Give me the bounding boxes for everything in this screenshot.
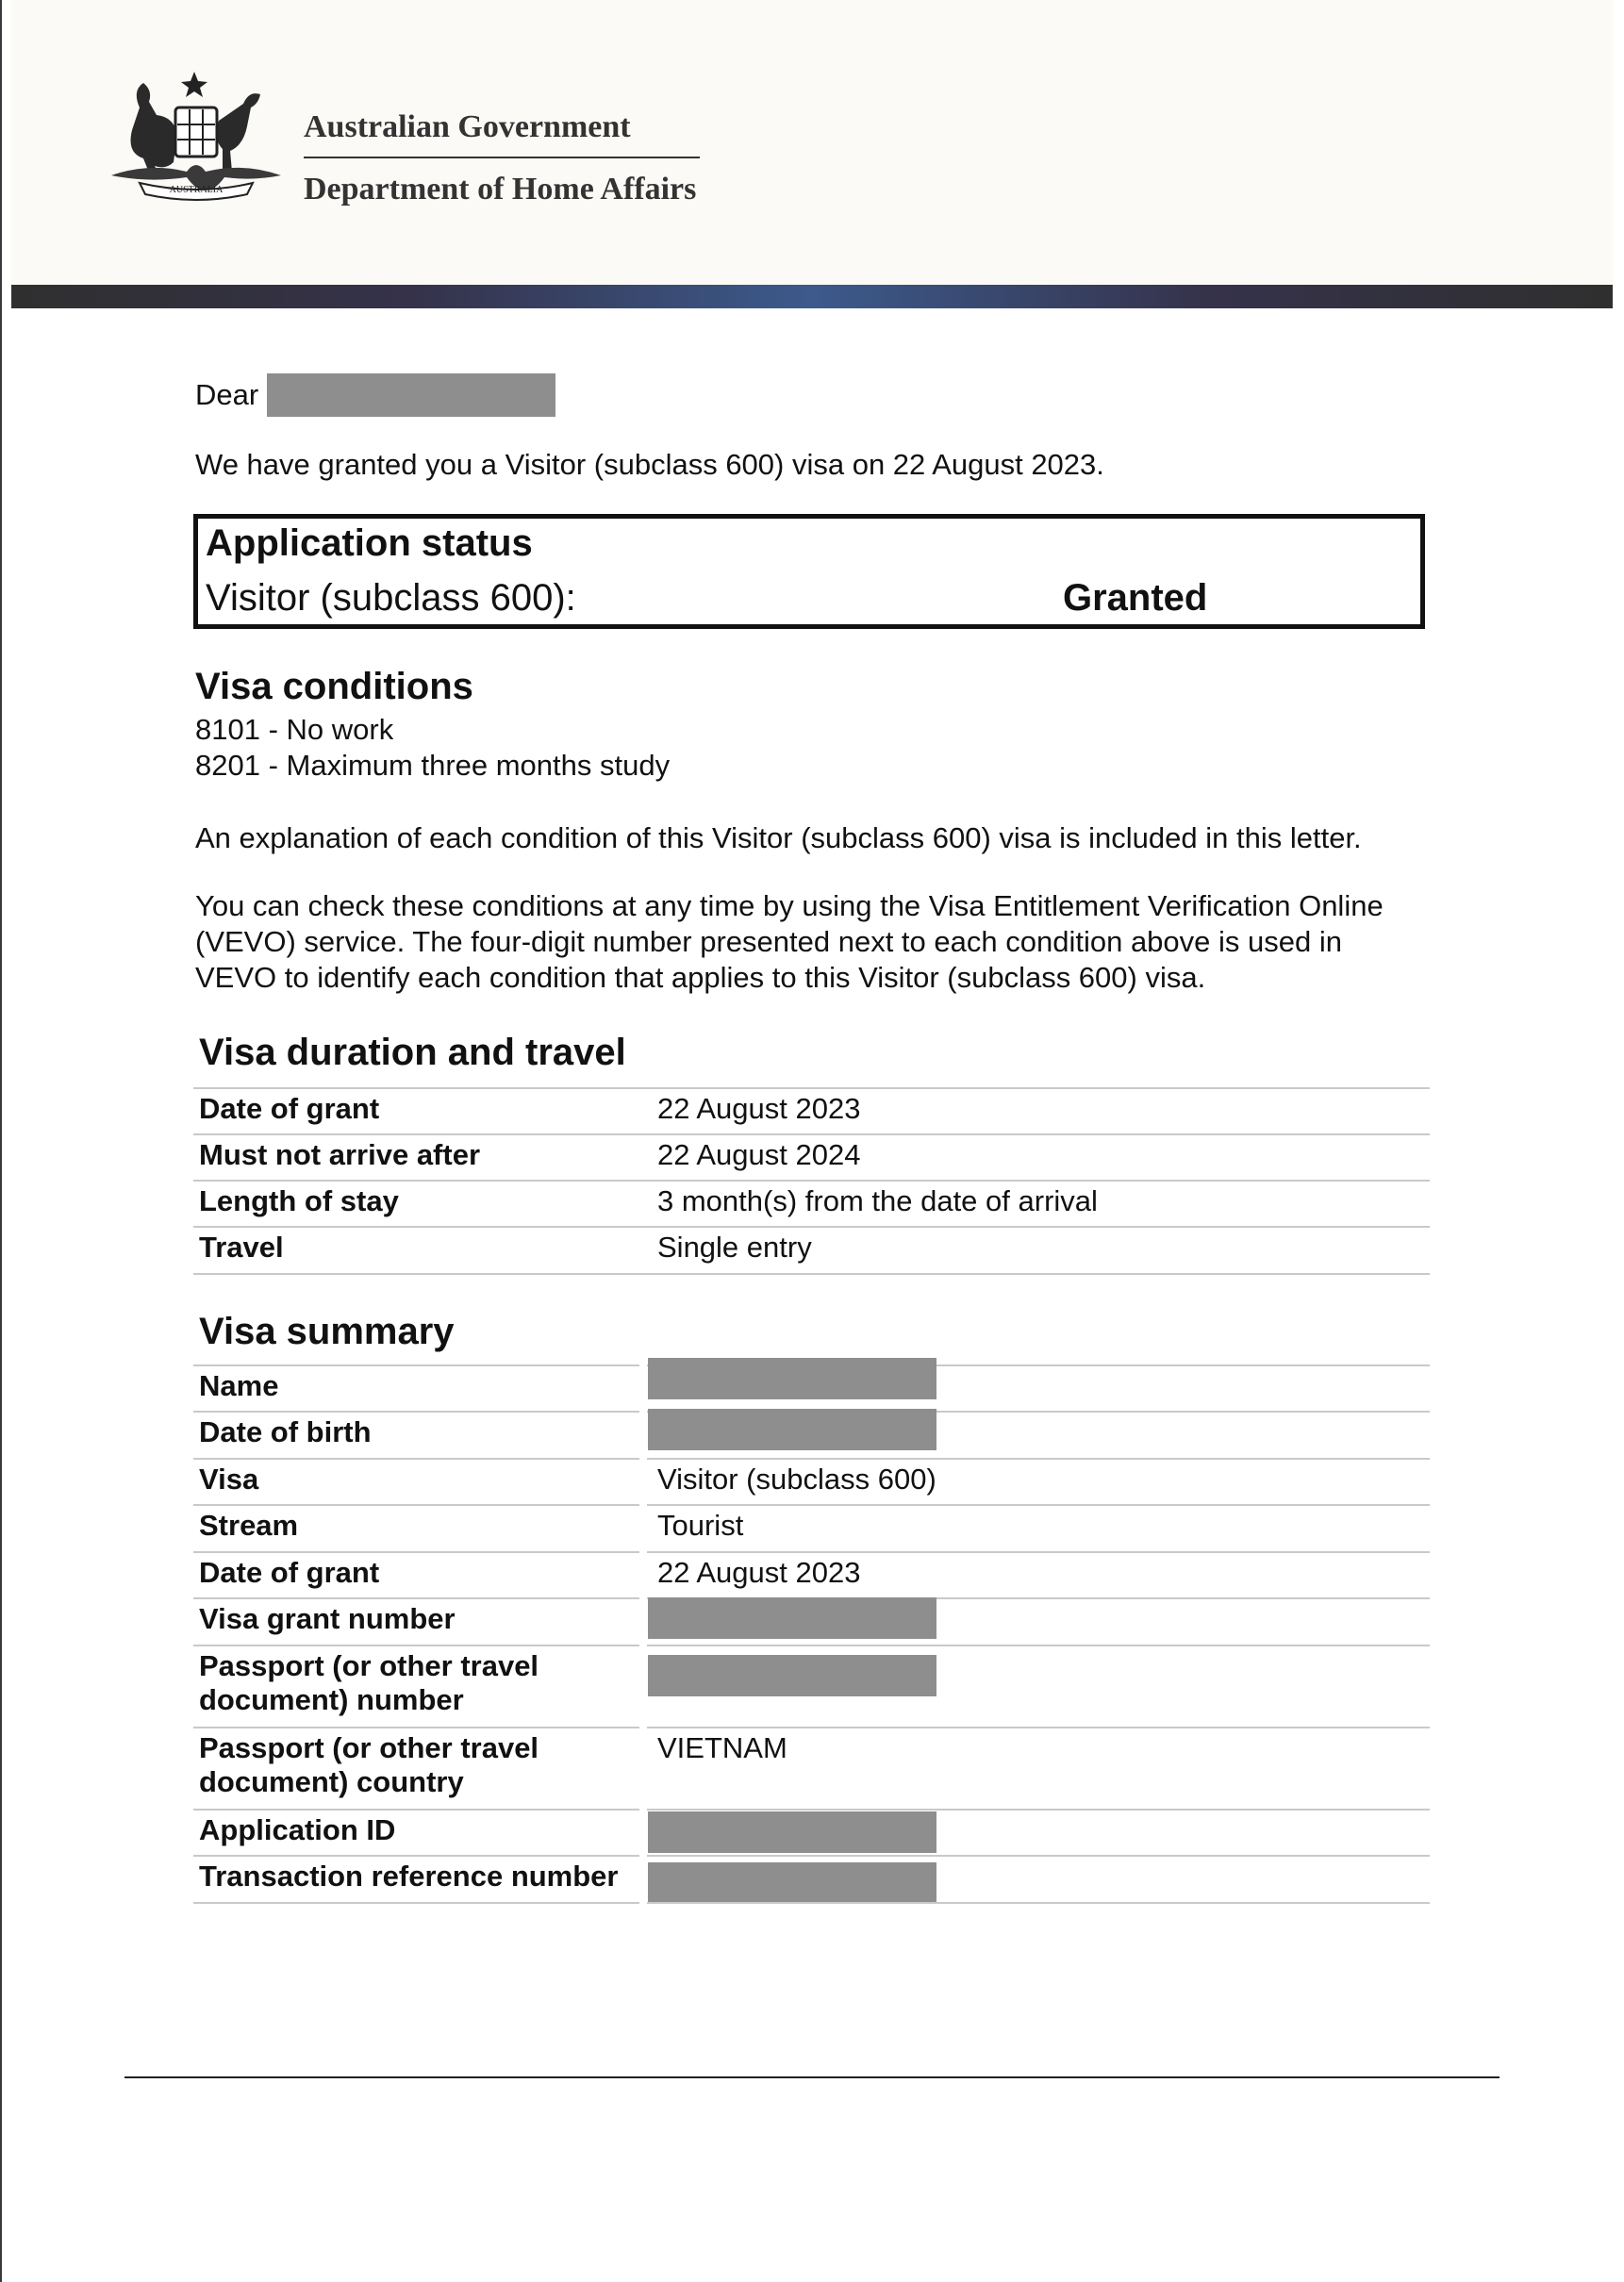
- application-status-value: Granted: [1063, 577, 1208, 619]
- conditions-explanation: An explanation of each condition of this Visitor (subclass 600) visa is included in this letter.: [195, 821, 1362, 854]
- row-label: Name: [199, 1369, 279, 1402]
- row-value: 22 August 2023: [657, 1092, 861, 1125]
- table-rule: [193, 1087, 1430, 1089]
- row-label: Travel: [199, 1231, 284, 1264]
- row-label: Must not arrive after: [199, 1138, 481, 1171]
- visa-summary-title: Visa summary: [199, 1311, 455, 1352]
- row-label: document) country: [199, 1765, 464, 1798]
- row-label: Passport (or other travel: [199, 1731, 539, 1764]
- vevo-paragraph-line: You can check these conditions at any time by using the Visa Entitlement Verification Online: [195, 889, 1384, 922]
- redacted-application-id: [648, 1811, 936, 1853]
- table-rule: [193, 1273, 1430, 1275]
- row-value: Visitor (subclass 600): [657, 1463, 936, 1496]
- redacted-name: [648, 1358, 936, 1399]
- application-status-box: [193, 514, 1425, 629]
- row-value: VIETNAM: [657, 1731, 787, 1764]
- row-value: Single entry: [657, 1231, 812, 1264]
- page-edge: [0, 0, 2, 2282]
- table-rule: [193, 1180, 1430, 1182]
- grant-sentence: We have granted you a Visitor (subclass 600) visa on 22 August 2023.: [195, 448, 1104, 481]
- redacted-transaction-reference: [648, 1862, 936, 1904]
- row-label: Length of stay: [199, 1184, 399, 1217]
- row-value: 22 August 2024: [657, 1138, 861, 1171]
- condition-item: 8101 - No work: [195, 713, 394, 746]
- redacted-visa-grant-number: [648, 1597, 936, 1639]
- row-label: Passport (or other travel: [199, 1649, 539, 1682]
- row-value: 3 month(s) from the date of arrival: [657, 1184, 1098, 1217]
- coat-of-arms-icon: [102, 70, 290, 211]
- condition-item: 8201 - Maximum three months study: [195, 749, 671, 782]
- footer-divider: [124, 2076, 1500, 2078]
- table-rule: [193, 1133, 1430, 1135]
- vevo-paragraph-line: (VEVO) service. The four-digit number presented next to each condition above is used in: [195, 925, 1342, 958]
- row-value: 22 August 2023: [657, 1556, 861, 1589]
- header-band: [11, 285, 1613, 308]
- row-label: document) number: [199, 1683, 464, 1716]
- letterhead-divider: [304, 157, 700, 158]
- visa-duration-title: Visa duration and travel: [199, 1032, 626, 1073]
- row-label: Date of grant: [199, 1092, 380, 1125]
- application-status-label: Visitor (subclass 600):: [206, 577, 576, 619]
- vevo-paragraph-line: VEVO to identify each condition that applies to this Visitor (subclass 600) visa.: [195, 961, 1206, 994]
- salutation: Dear: [195, 378, 259, 411]
- row-label: Date of grant: [199, 1556, 380, 1589]
- redacted-recipient-name: [267, 373, 555, 417]
- row-value: Tourist: [657, 1509, 744, 1542]
- table-rule: [193, 1226, 1430, 1228]
- redacted-passport-number: [648, 1655, 936, 1696]
- row-label: Application ID: [199, 1813, 396, 1846]
- row-label: Visa: [199, 1463, 259, 1496]
- redacted-date-of-birth: [648, 1409, 936, 1450]
- crest-ribbon-text: AUSTRALIA: [169, 185, 224, 195]
- row-label: Transaction reference number: [199, 1860, 619, 1893]
- application-status-title: Application status: [206, 522, 533, 564]
- row-label: Date of birth: [199, 1415, 372, 1448]
- government-name: Australian Government: [304, 109, 631, 144]
- visa-conditions-title: Visa conditions: [195, 666, 473, 707]
- row-label: Stream: [199, 1509, 299, 1542]
- row-label: Visa grant number: [199, 1602, 456, 1635]
- department-name: Department of Home Affairs: [304, 172, 697, 207]
